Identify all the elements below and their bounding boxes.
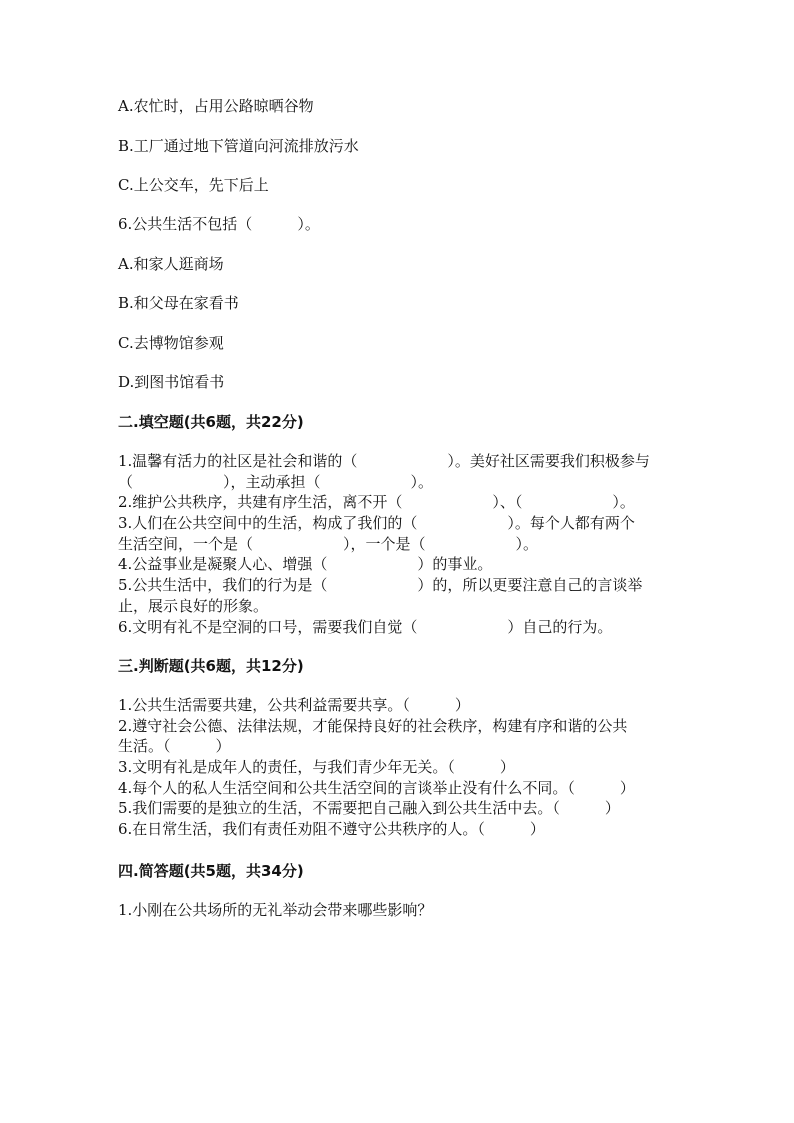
fill-line: 生活空间，一个是（ ），一个是（ ）。	[118, 534, 539, 553]
q5-option-a: A.农忙时，占用公路晾晒谷物	[118, 97, 314, 115]
judge-line: 1.公共生活需要共建，公共利益需要共享。（ ）	[118, 696, 470, 714]
fill-line: 4.公益事业是凝聚人心、增强（ ）的事业。	[118, 555, 493, 574]
fill-line: 2.维护公共秩序，共建有序生活，离不开（ ）、（ ）。	[118, 493, 635, 512]
q6-option-c: C.去博物馆参观	[118, 334, 224, 352]
q6-option-b: B.和父母在家看书	[118, 294, 239, 312]
fill-line: 5.公共生活中，我们的行为是（ ）的，所以更要注意自己的言谈举	[118, 576, 643, 595]
judge-line: 4.每个人的私人生活空间和公共生活空间的言谈举止没有什么不同。（ ）	[118, 778, 635, 797]
q6-stem: 6.公共生活不包括（ ）。	[118, 215, 320, 233]
judge-questions	[118, 695, 678, 840]
judge-line: 5.我们需要的是独立的生活，不需要把自己融入到公共生活中去。（ ）	[118, 799, 620, 818]
q6-option-d: D.到图书馆看书	[118, 373, 225, 391]
judge-line: 3.文明有礼是成年人的责任，与我们青少年无关。（ ）	[118, 758, 515, 777]
fill-section-title: 二.填空题(共6题，共22分)	[118, 413, 304, 431]
q5-option-c: C.上公交车，先下后上	[118, 176, 269, 194]
fill-line: 止，展示良好的形象。	[118, 596, 269, 615]
q5-option-b: B.工厂通过地下管道向河流排放污水	[118, 137, 359, 155]
judge-line: 2.遵守社会公德、法律法规，才能保持良好的社会秩序，构建有序和谐的公共	[118, 716, 628, 735]
fill-line: 3.人们在公共空间中的生活，构成了我们的（ ）。每个人都有两个	[118, 514, 635, 533]
judge-line: 6.在日常生活，我们有责任劝阻不遵守公共秩序的人。（ ）	[118, 820, 545, 839]
short-section-title: 四.简答题(共5题，共34分)	[118, 862, 304, 880]
fill-questions	[118, 451, 678, 637]
fill-line: 6.文明有礼不是空洞的口号，需要我们自觉（ ）自己的行为。	[118, 617, 613, 636]
short-question-1: 1.小刚在公共场所的无礼举动会带来哪些影响？	[118, 901, 433, 919]
fill-line: 1.温馨有活力的社区是社会和谐的（ ）。美好社区需要我们积极参与	[118, 452, 650, 470]
q6-option-a: A.和家人逛商场	[118, 255, 224, 273]
fill-line: （ ），主动承担（ ）。	[118, 472, 434, 491]
judge-line: 生活。（ ）	[118, 737, 231, 756]
judge-section-title: 三.判断题(共6题，共12分)	[118, 657, 304, 675]
